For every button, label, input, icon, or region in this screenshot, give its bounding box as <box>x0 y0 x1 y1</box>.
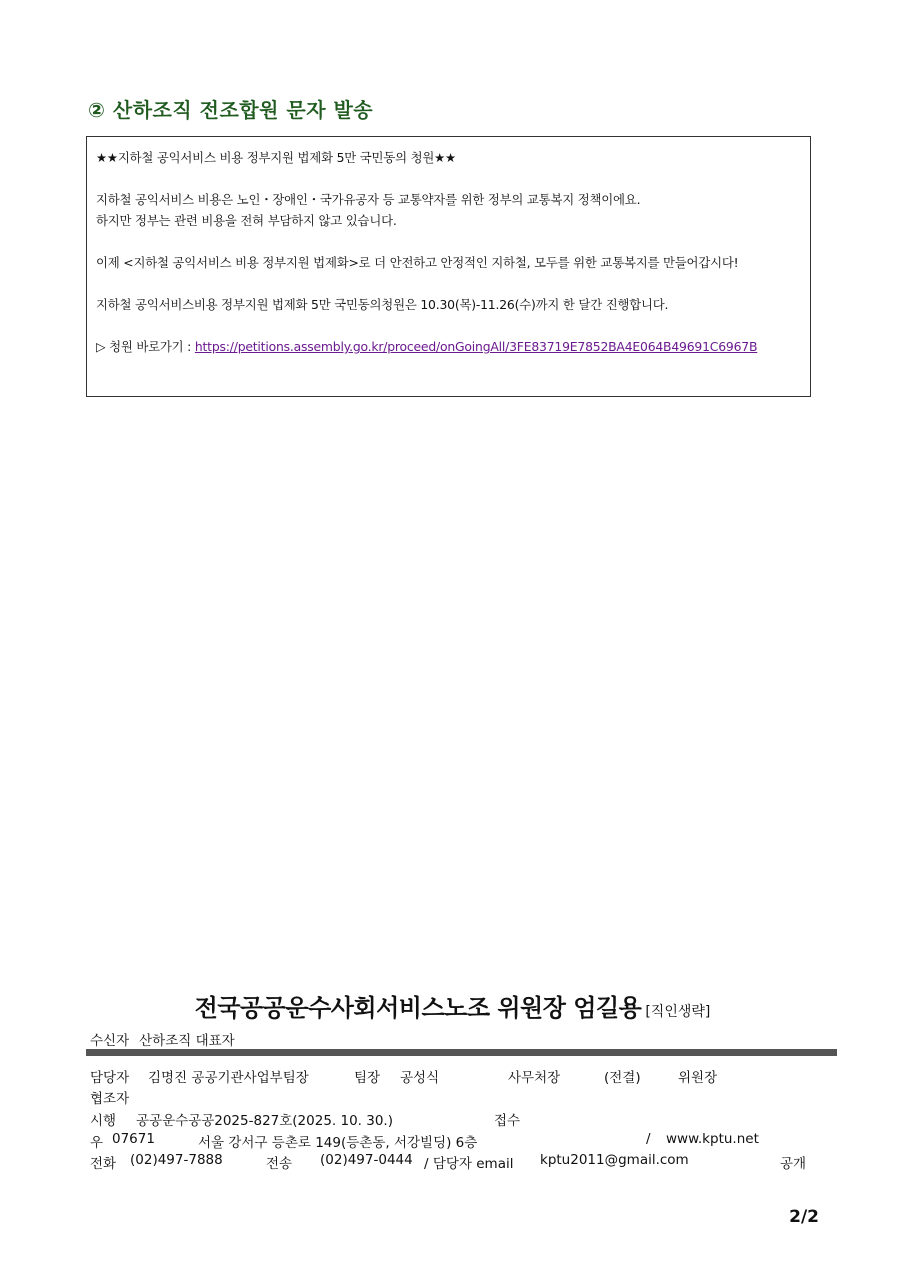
signature-line <box>0 988 905 1023</box>
address: 서울 강서구 등촌로 149(등촌동, 서강빌딩) 6층 <box>198 1135 478 1151</box>
address-line <box>90 1131 790 1151</box>
message-paragraph-1b: 하지만 정부는 관련 비용을 전혀 부담하지 않고 있습니다. <box>96 213 397 228</box>
postal-code: 07671 <box>112 1131 155 1147</box>
email: kptu2011@gmail.com <box>540 1152 689 1168</box>
section-title: ② 산하조직 전조합원 문자 발송 <box>88 98 374 122</box>
fax-value: (02)497-0444 <box>320 1152 413 1168</box>
petition-link-label: ▷ 청원 바로가기 : <box>96 339 195 354</box>
recipient-line <box>90 1029 235 1049</box>
website: www.kptu.net <box>666 1131 759 1147</box>
disclosure: 공개 <box>780 1156 807 1172</box>
cooperator-label: 협조자 <box>90 1091 130 1107</box>
message-paragraph-1a: 지하철 공익서비스 비용은 노인・장애인・국가유공자 등 교통약자를 위한 정부의 교통복지 정책이에요. <box>96 192 641 207</box>
phone-label: 전화 <box>90 1156 117 1172</box>
petition-link-line <box>96 336 800 357</box>
manager-value: 김명진 공공기관사업부팀장 <box>148 1070 309 1086</box>
postal-label: 우 <box>90 1135 104 1151</box>
page-number: 2/2 <box>789 1207 819 1227</box>
approval-line <box>90 1066 790 1086</box>
message-paragraph-3: 지하철 공익서비스비용 정부지원 법제화 5만 국민동의청원은 10.30(목)-11.26(수)까지 한 달간 진행합니다. <box>96 297 669 312</box>
petition-link[interactable]: https://petitions.assembly.go.kr/proceed/onGoingAll/3FE83719E7852BA4E064B49691C6967B <box>194 339 758 354</box>
divider-bar <box>86 1049 837 1056</box>
manager-label: 담당자 <box>90 1070 130 1086</box>
enforce-value: 공공운수공공2025-827호(2025. 10. 30.) <box>136 1113 393 1129</box>
receipt-label: 접수 <box>494 1113 521 1129</box>
secretary-label: 사무처장 <box>508 1070 561 1086</box>
recipient-label: 수신자 <box>90 1033 130 1049</box>
team-lead-value: 공성식 <box>400 1070 440 1086</box>
recipient-value: 산하조직 대표자 <box>139 1033 235 1049</box>
secretary-value: (전결) <box>604 1070 641 1086</box>
message-box <box>86 136 811 397</box>
enforcement-line <box>90 1109 790 1129</box>
enforce-label: 시행 <box>90 1113 117 1129</box>
message-heading: ★★지하철 공익서비스 비용 정부지원 법제화 5만 국민동의 청원★★ <box>96 150 456 165</box>
contact-separator: / 담당자 email <box>424 1156 514 1172</box>
phone-value: (02)497-7888 <box>130 1152 223 1168</box>
message-paragraph-2: 이제 <지하철 공익서비스 비용 정부지원 법제화>로 더 안전하고 안정적인 지하철, 모두를 위한 교통복지를 만들어갑시다! <box>96 255 739 270</box>
contact-line <box>90 1152 820 1172</box>
team-lead-label: 팀장 <box>354 1070 381 1086</box>
chair-label: 위원장 <box>678 1070 718 1086</box>
address-separator: / <box>646 1131 651 1147</box>
fax-label: 전송 <box>266 1156 293 1172</box>
seal-note: [직인생략] <box>645 1004 711 1020</box>
signatory-name: 전국공공운수사회서비스노조 위원장 엄길용 <box>194 994 642 1022</box>
